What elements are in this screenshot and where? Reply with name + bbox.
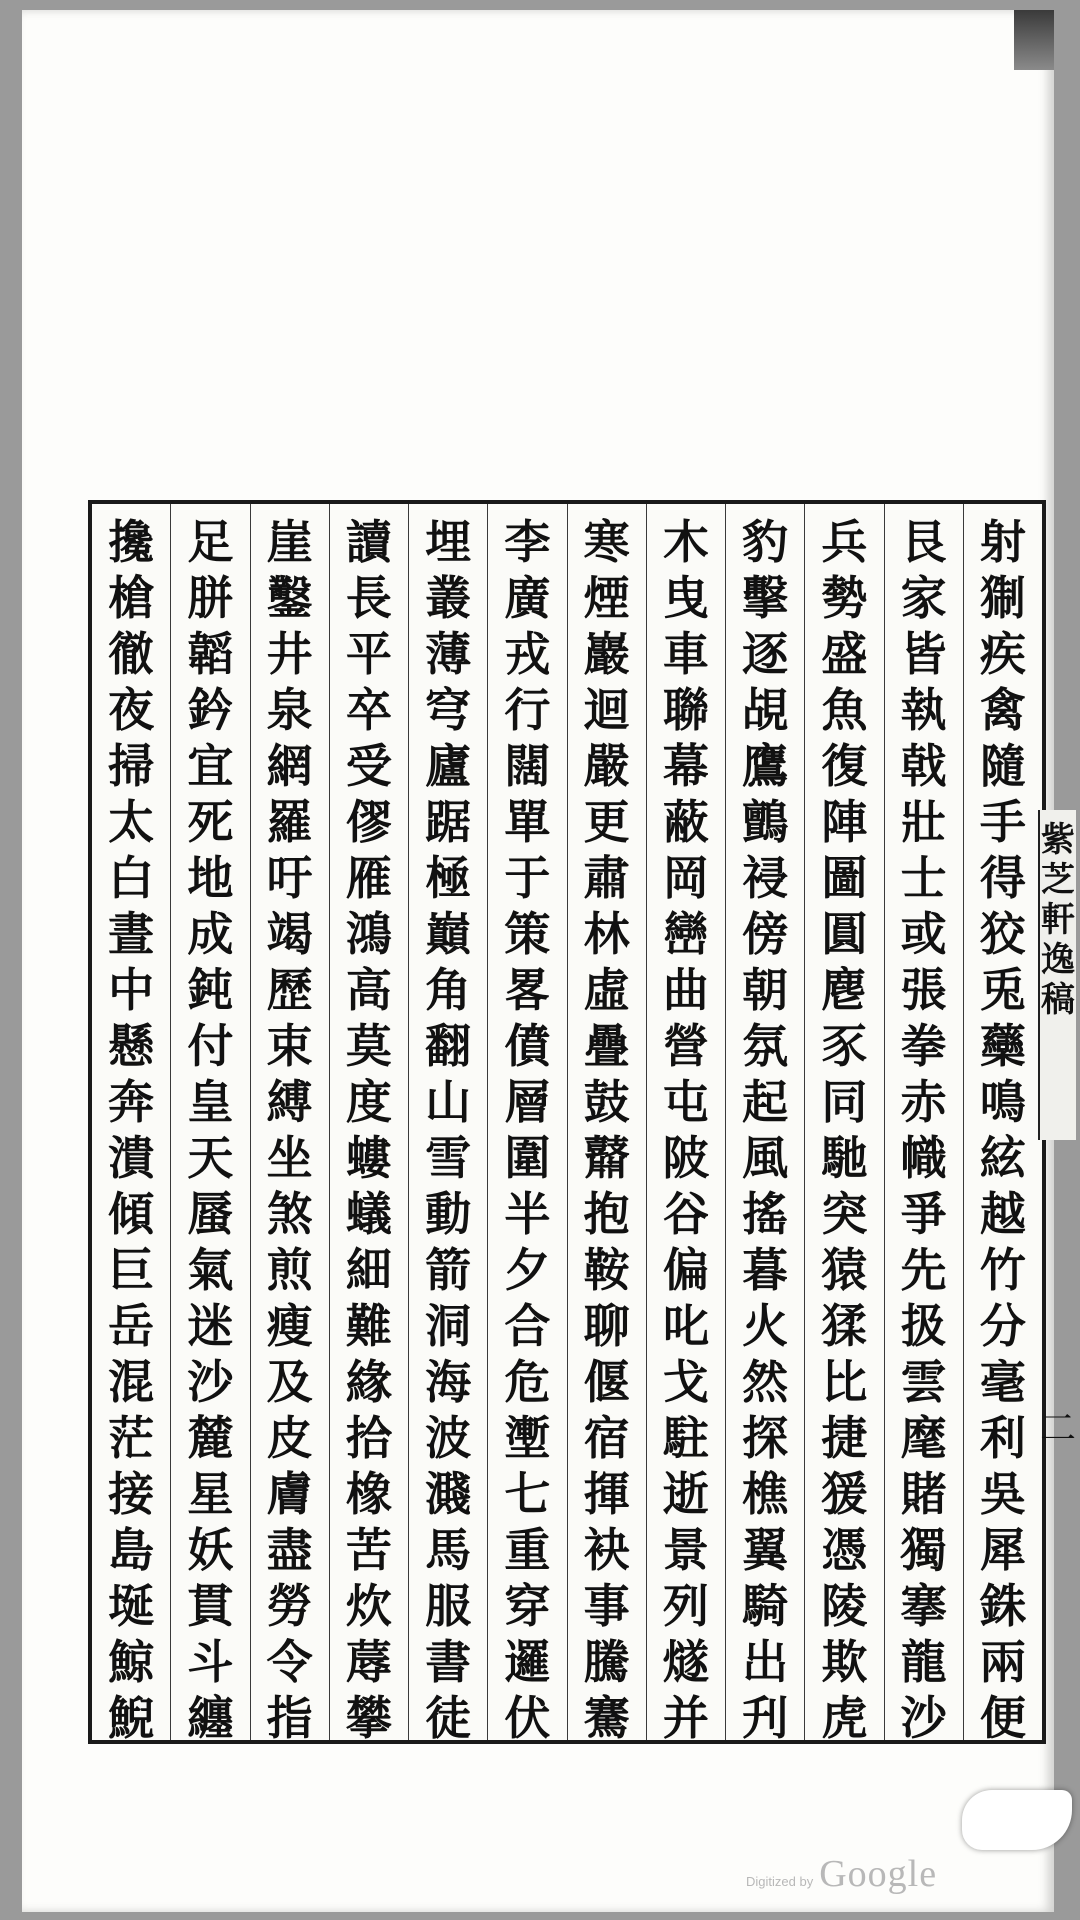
- glyph: 利: [979, 1411, 1026, 1465]
- glyph: 瘦: [266, 1299, 313, 1353]
- glyph: 單: [504, 795, 551, 849]
- glyph: 樵: [742, 1467, 789, 1521]
- glyph: 兎: [979, 963, 1026, 1017]
- glyph: 分: [979, 1299, 1026, 1353]
- glyph: 搖: [742, 1187, 789, 1241]
- glyph: 指: [266, 1691, 313, 1745]
- glyph: 叢: [425, 571, 472, 625]
- glyph: 陂: [662, 1131, 709, 1185]
- glyph: 偃: [583, 1355, 630, 1409]
- glyph: 突: [821, 1187, 868, 1241]
- glyph: 茫: [108, 1411, 155, 1465]
- glyph: 傍: [742, 907, 789, 961]
- glyph: 天: [187, 1131, 234, 1185]
- glyph: 煙: [583, 571, 630, 625]
- glyph: 疾: [979, 627, 1026, 681]
- glyph: 谷: [662, 1187, 709, 1241]
- glyph: 豹: [742, 515, 789, 569]
- glyph: 緣: [345, 1355, 392, 1409]
- glyph: 虛: [583, 963, 630, 1017]
- glyph: 馬: [425, 1523, 472, 1577]
- glyph: 暮: [742, 1243, 789, 1297]
- glyph: 竭: [266, 907, 313, 961]
- glyph: 屯: [662, 1075, 709, 1129]
- glyph: 皮: [266, 1411, 313, 1465]
- text-column: [92, 504, 170, 1745]
- glyph: 廣: [504, 571, 551, 625]
- glyph: 燧: [662, 1635, 709, 1689]
- glyph: 宿: [583, 1411, 630, 1465]
- glyph: 執: [900, 683, 947, 737]
- glyph: 鈍: [187, 963, 234, 1017]
- glyph: 接: [108, 1467, 155, 1521]
- glyph: 圖: [821, 851, 868, 905]
- glyph: 邏: [504, 1635, 551, 1689]
- glyph: 鸇: [742, 795, 789, 849]
- side-title-glyph: 紫: [1041, 820, 1075, 860]
- text-column: [329, 504, 408, 1745]
- glyph: 赤: [900, 1075, 947, 1129]
- glyph: 鑿: [266, 571, 313, 625]
- glyph: 比: [821, 1355, 868, 1409]
- glyph: 斗: [187, 1635, 234, 1689]
- glyph: 得: [979, 851, 1026, 905]
- glyph: 鴻: [345, 907, 392, 961]
- glyph: 巨: [108, 1243, 155, 1297]
- glyph: 箭: [425, 1243, 472, 1297]
- glyph: 隨: [979, 739, 1026, 793]
- glyph: 蔽: [662, 795, 709, 849]
- glyph: 火: [742, 1299, 789, 1353]
- glyph: 寒: [583, 515, 630, 569]
- glyph: 難: [345, 1299, 392, 1353]
- page-number: 二: [1040, 1408, 1077, 1449]
- glyph: 吳: [979, 1467, 1026, 1521]
- glyph: 鳴: [979, 1075, 1026, 1129]
- glyph: 井: [266, 627, 313, 681]
- glyph: 莫: [345, 1019, 392, 1073]
- text-column: [408, 504, 487, 1745]
- glyph: 偏: [662, 1243, 709, 1297]
- glyph: 景: [662, 1523, 709, 1577]
- glyph: 山: [425, 1075, 472, 1129]
- glyph: 圍: [504, 1131, 551, 1185]
- glyph: 服: [425, 1579, 472, 1633]
- glyph: 鞍: [583, 1243, 630, 1297]
- glyph: 雁: [345, 851, 392, 905]
- glyph: 豕: [821, 1019, 868, 1073]
- glyph: 勞: [266, 1579, 313, 1633]
- glyph: 逐: [742, 627, 789, 681]
- glyph: 或: [900, 907, 947, 961]
- text-column: [884, 504, 963, 1745]
- text-frame: [88, 500, 1046, 1744]
- glyph: 煎: [266, 1243, 313, 1297]
- glyph: 危: [504, 1355, 551, 1409]
- glyph: 高: [345, 963, 392, 1017]
- glyph: 越: [979, 1187, 1026, 1241]
- glyph: 皇: [187, 1075, 234, 1129]
- glyph: 竹: [979, 1243, 1026, 1297]
- glyph: 坐: [266, 1131, 313, 1185]
- digitization-watermark: [746, 1852, 937, 1896]
- glyph: 手: [979, 795, 1026, 849]
- text-column: [804, 504, 883, 1745]
- text-column: [646, 504, 725, 1745]
- glyph: 動: [425, 1187, 472, 1241]
- glyph: 便: [979, 1691, 1026, 1745]
- glyph: 埏: [108, 1579, 155, 1633]
- glyph: 讀: [345, 515, 392, 569]
- glyph: 營: [662, 1019, 709, 1073]
- glyph: 叱: [662, 1299, 709, 1353]
- glyph: 壯: [900, 795, 947, 849]
- glyph: 半: [504, 1187, 551, 1241]
- glyph: 掃: [108, 739, 155, 793]
- glyph: 馳: [821, 1131, 868, 1185]
- glyph: 吁: [266, 851, 313, 905]
- glyph: 艮: [900, 515, 947, 569]
- glyph: 兩: [979, 1635, 1026, 1689]
- glyph: 事: [583, 1579, 630, 1633]
- glyph: 懸: [108, 1019, 155, 1073]
- page-corner-shadow: [1014, 10, 1054, 70]
- glyph: 壍: [504, 1411, 551, 1465]
- glyph: 氛: [742, 1019, 789, 1073]
- glyph: 徹: [108, 627, 155, 681]
- glyph: 極: [425, 851, 472, 905]
- glyph: 虎: [821, 1691, 868, 1745]
- glyph: 迴: [583, 683, 630, 737]
- glyph: 鯨: [108, 1635, 155, 1689]
- glyph: 束: [266, 1019, 313, 1073]
- glyph: 圓: [821, 907, 868, 961]
- glyph: 更: [583, 795, 630, 849]
- glyph: 薄: [425, 627, 472, 681]
- glyph: 出: [742, 1635, 789, 1689]
- glyph: 盛: [821, 627, 868, 681]
- glyph: 奔: [108, 1075, 155, 1129]
- glyph: 祲: [742, 851, 789, 905]
- glyph: 晝: [108, 907, 155, 961]
- glyph: 合: [504, 1299, 551, 1353]
- glyph: 擊: [742, 571, 789, 625]
- book-page: [22, 10, 1077, 1912]
- glyph: 兵: [821, 515, 868, 569]
- text-column: [567, 504, 646, 1745]
- glyph: 逝: [662, 1467, 709, 1521]
- glyph: 巖: [583, 627, 630, 681]
- glyph: 歷: [266, 963, 313, 1017]
- glyph: 巔: [425, 907, 472, 961]
- glyph: 韜: [187, 627, 234, 681]
- glyph: 銖: [979, 1579, 1026, 1633]
- glyph: 鯢: [108, 1691, 155, 1745]
- glyph: 拾: [345, 1411, 392, 1465]
- glyph: 夕: [504, 1243, 551, 1297]
- glyph: 死: [187, 795, 234, 849]
- glyph: 付: [187, 1019, 234, 1073]
- glyph: 鷹: [742, 739, 789, 793]
- glyph: 迷: [187, 1299, 234, 1353]
- glyph: 僇: [345, 795, 392, 849]
- glyph: 纏: [187, 1691, 234, 1745]
- glyph: 朝: [742, 963, 789, 1017]
- glyph: 拳: [900, 1019, 947, 1073]
- glyph: 鼓: [583, 1075, 630, 1129]
- glyph: 陣: [821, 795, 868, 849]
- text-column: [250, 504, 329, 1745]
- glyph: 洞: [425, 1299, 472, 1353]
- glyph: 夜: [108, 683, 155, 737]
- glyph: 刋: [742, 1691, 789, 1745]
- glyph: 列: [662, 1579, 709, 1633]
- glyph: 爭: [900, 1187, 947, 1241]
- glyph: 魚: [821, 683, 868, 737]
- glyph: 家: [900, 571, 947, 625]
- glyph: 炊: [345, 1579, 392, 1633]
- glyph: 皆: [900, 627, 947, 681]
- glyph: 騰: [583, 1635, 630, 1689]
- glyph: 海: [425, 1355, 472, 1409]
- glyph: 沙: [900, 1691, 947, 1745]
- glyph: 駐: [662, 1411, 709, 1465]
- glyph: 于: [504, 851, 551, 905]
- glyph: 車: [662, 627, 709, 681]
- glyph: 射: [979, 515, 1026, 569]
- glyph: 行: [504, 683, 551, 737]
- side-title-glyph: 逸: [1041, 940, 1075, 980]
- glyph: 胼: [187, 571, 234, 625]
- glyph: 崖: [266, 515, 313, 569]
- glyph: 猱: [821, 1299, 868, 1353]
- glyph: 僨: [504, 1019, 551, 1073]
- glyph: 混: [108, 1355, 155, 1409]
- glyph: 星: [187, 1467, 234, 1521]
- glyph: 蓐: [345, 1635, 392, 1689]
- glyph: 曳: [662, 571, 709, 625]
- glyph: 七: [504, 1467, 551, 1521]
- glyph: 翼: [742, 1523, 789, 1577]
- glyph: 太: [108, 795, 155, 849]
- glyph: 書: [425, 1635, 472, 1689]
- side-title-glyph: 軒: [1041, 900, 1075, 940]
- glyph: 及: [266, 1355, 313, 1409]
- glyph: 扱: [900, 1299, 947, 1353]
- glyph: 麀: [821, 963, 868, 1017]
- glyph: 膚: [266, 1467, 313, 1521]
- glyph: 搴: [900, 1579, 947, 1633]
- glyph: 伏: [504, 1691, 551, 1745]
- glyph: 龍: [900, 1635, 947, 1689]
- glyph: 盡: [266, 1523, 313, 1577]
- glyph: 闊: [504, 739, 551, 793]
- glyph: 白: [108, 851, 155, 905]
- glyph: 聊: [583, 1299, 630, 1353]
- glyph: 成: [187, 907, 234, 961]
- glyph: 苦: [345, 1523, 392, 1577]
- glyph: 探: [742, 1411, 789, 1465]
- glyph: 張: [900, 963, 947, 1017]
- glyph: 氣: [187, 1243, 234, 1297]
- glyph: 揮: [583, 1467, 630, 1521]
- glyph: 煞: [266, 1187, 313, 1241]
- glyph: 捷: [821, 1411, 868, 1465]
- glyph: 風: [742, 1131, 789, 1185]
- glyph: 起: [742, 1075, 789, 1129]
- glyph: 賭: [900, 1467, 947, 1521]
- glyph: 并: [662, 1691, 709, 1745]
- glyph: 禽: [979, 683, 1026, 737]
- glyph: 角: [425, 963, 472, 1017]
- glyph: 羅: [266, 795, 313, 849]
- glyph: 抱: [583, 1187, 630, 1241]
- glyph: 欺: [821, 1635, 868, 1689]
- glyph: 曲: [662, 963, 709, 1017]
- glyph: 復: [821, 739, 868, 793]
- glyph: 林: [583, 907, 630, 961]
- text-column: [725, 504, 804, 1745]
- glyph: 士: [900, 851, 947, 905]
- glyph: 先: [900, 1243, 947, 1297]
- side-title-tab: [1038, 810, 1076, 1140]
- text-column: [963, 504, 1042, 1745]
- glyph: 虊: [979, 1019, 1026, 1073]
- glyph: 穿: [504, 1579, 551, 1633]
- glyph: 平: [345, 627, 392, 681]
- glyph: 徒: [425, 1691, 472, 1745]
- glyph: 岡: [662, 851, 709, 905]
- glyph: 肅: [583, 851, 630, 905]
- glyph: 麓: [187, 1411, 234, 1465]
- glyph: 鈐: [187, 683, 234, 737]
- glyph: 猨: [821, 1467, 868, 1521]
- glyph: 勢: [821, 571, 868, 625]
- glyph: 鼘: [583, 1131, 630, 1185]
- glyph: 中: [108, 963, 155, 1017]
- glyph: 令: [266, 1635, 313, 1689]
- glyph: 縛: [266, 1075, 313, 1129]
- glyph: 槍: [108, 571, 155, 625]
- glyph: 陵: [821, 1579, 868, 1633]
- glyph: 李: [504, 515, 551, 569]
- glyph: 橡: [345, 1467, 392, 1521]
- glyph: 袂: [583, 1523, 630, 1577]
- glyph: 雲: [900, 1355, 947, 1409]
- glyph: 狡: [979, 907, 1026, 961]
- glyph: 傾: [108, 1187, 155, 1241]
- glyph: 戟: [900, 739, 947, 793]
- glyph: 泉: [266, 683, 313, 737]
- glyph: 疊: [583, 1019, 630, 1073]
- glyph: 絃: [979, 1131, 1026, 1185]
- glyph: 獨: [900, 1523, 947, 1577]
- glyph: 細: [345, 1243, 392, 1297]
- glyph: 蜃: [187, 1187, 234, 1241]
- glyph: 地: [187, 851, 234, 905]
- glyph: 猘: [979, 571, 1026, 625]
- watermark-brand: Google: [819, 1853, 938, 1895]
- paper-stain: [962, 1790, 1072, 1850]
- glyph: 妖: [187, 1523, 234, 1577]
- glyph: 幟: [900, 1131, 947, 1185]
- glyph: 巒: [662, 907, 709, 961]
- glyph: 穹: [425, 683, 472, 737]
- glyph: 蟻: [345, 1187, 392, 1241]
- glyph: 廬: [425, 739, 472, 793]
- glyph: 攙: [108, 515, 155, 569]
- glyph: 潰: [108, 1131, 155, 1185]
- glyph: 度: [345, 1075, 392, 1129]
- glyph: 雪: [425, 1131, 472, 1185]
- glyph: 網: [266, 739, 313, 793]
- glyph: 攀: [345, 1691, 392, 1745]
- glyph: 策: [504, 907, 551, 961]
- text-column: [170, 504, 249, 1745]
- text-columns: [92, 504, 1042, 1745]
- glyph: 毫: [979, 1355, 1026, 1409]
- glyph: 島: [108, 1523, 155, 1577]
- glyph: 沙: [187, 1355, 234, 1409]
- glyph: 騎: [742, 1579, 789, 1633]
- glyph: 濺: [425, 1467, 472, 1521]
- glyph: 木: [662, 515, 709, 569]
- glyph: 幕: [662, 739, 709, 793]
- glyph: 踞: [425, 795, 472, 849]
- glyph: 嚴: [583, 739, 630, 793]
- glyph: 騫: [583, 1691, 630, 1745]
- glyph: 足: [187, 515, 234, 569]
- glyph: 猿: [821, 1243, 868, 1297]
- watermark-prefix: Digitized by: [746, 1874, 814, 1889]
- glyph: 同: [821, 1075, 868, 1129]
- glyph: 聯: [662, 683, 709, 737]
- glyph: 長: [345, 571, 392, 625]
- glyph: 岳: [108, 1299, 155, 1353]
- side-title-glyph: 稿: [1041, 980, 1075, 1020]
- glyph: 然: [742, 1355, 789, 1409]
- glyph: 波: [425, 1411, 472, 1465]
- glyph: 埋: [425, 515, 472, 569]
- glyph: 翻: [425, 1019, 472, 1073]
- glyph: 螻: [345, 1131, 392, 1185]
- glyph: 重: [504, 1523, 551, 1577]
- glyph: 憑: [821, 1523, 868, 1577]
- glyph: 畧: [504, 963, 551, 1017]
- glyph: 覘: [742, 683, 789, 737]
- glyph: 層: [504, 1075, 551, 1129]
- glyph: 受: [345, 739, 392, 793]
- glyph: 戎: [504, 627, 551, 681]
- glyph: 戈: [662, 1355, 709, 1409]
- side-title-glyph: 芝: [1041, 860, 1075, 900]
- glyph: 犀: [979, 1523, 1026, 1577]
- glyph: 貫: [187, 1579, 234, 1633]
- text-column: [487, 504, 566, 1745]
- glyph: 卒: [345, 683, 392, 737]
- glyph: 麾: [900, 1411, 947, 1465]
- glyph: 宜: [187, 739, 234, 793]
